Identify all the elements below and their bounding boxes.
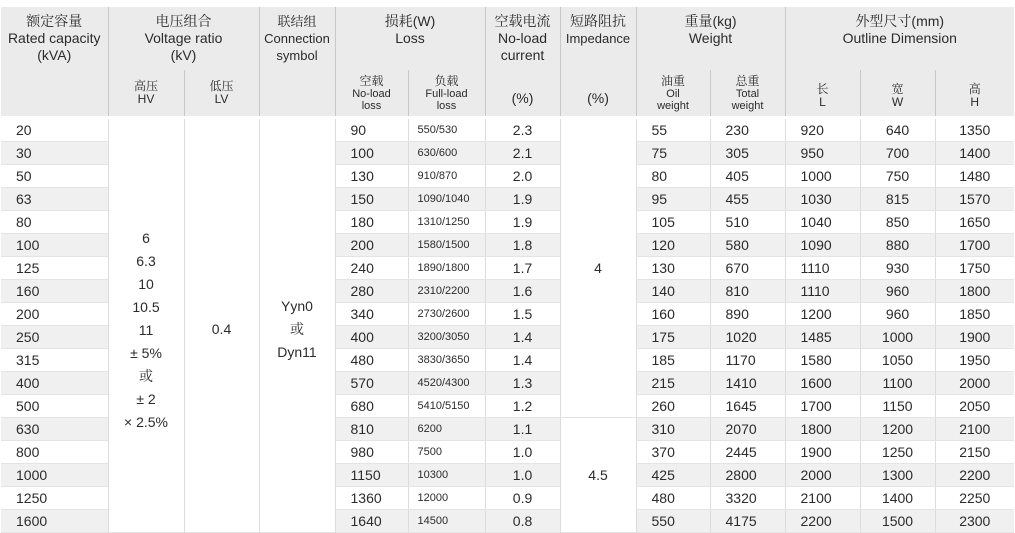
height-cell: 1950 (935, 349, 1014, 372)
table-row (1, 119, 1014, 142)
total-weight-cell: 4175 (710, 510, 785, 533)
oil-weight-cell: 370 (636, 441, 710, 464)
width-cell: 700 (860, 142, 935, 165)
noload-loss-cell: 570 (335, 372, 408, 395)
header-length: 长 L (785, 70, 860, 116)
noload-current-cell: 0.8 (485, 510, 560, 533)
oil-weight-cell: 480 (636, 487, 710, 510)
connection-cell-line: Dyn11 (277, 344, 317, 360)
noload-current-cell: 1.6 (485, 280, 560, 303)
width-cell: 1150 (860, 395, 935, 418)
length-cell: 1200 (785, 303, 860, 326)
header-oil-weight: 油重 Oil weight (636, 70, 710, 116)
fullload-loss-cell: 2730/2600 (408, 303, 485, 326)
hv-voltage-cell-line: 或 (139, 368, 153, 384)
width-cell: 1000 (860, 326, 935, 349)
capacity-cell: 250 (1, 326, 108, 349)
capacity-cell: 400 (1, 372, 108, 395)
header-noload-loss: 空载 No-load loss (335, 70, 408, 116)
noload-loss-cell: 1150 (335, 464, 408, 487)
header-impedance: 短路阻抗 Impedance (560, 7, 636, 70)
fullload-loss-cell: 12000 (408, 487, 485, 510)
oil-weight-cell: 95 (636, 188, 710, 211)
noload-loss-cell: 200 (335, 234, 408, 257)
header-width: 宽 W (860, 70, 935, 116)
noload-current-cell: 1.4 (485, 349, 560, 372)
noload-current-cell: 0.9 (485, 487, 560, 510)
total-weight-cell: 1410 (710, 372, 785, 395)
fullload-loss-cell: 7500 (408, 441, 485, 464)
noload-current-cell: 2.1 (485, 142, 560, 165)
noload-current-cell: 1.4 (485, 326, 560, 349)
width-cell: 1400 (860, 487, 935, 510)
noload-current-cell: 1.3 (485, 372, 560, 395)
width-cell: 960 (860, 280, 935, 303)
height-cell: 2050 (935, 395, 1014, 418)
oil-weight-cell: 550 (636, 510, 710, 533)
connection-cell (259, 119, 335, 533)
length-cell: 2200 (785, 510, 860, 533)
header-impedance-unit: (%) (560, 70, 636, 116)
fullload-loss-cell: 10300 (408, 464, 485, 487)
capacity-cell: 1250 (1, 487, 108, 510)
length-cell: 2100 (785, 487, 860, 510)
oil-weight-cell: 75 (636, 142, 710, 165)
height-cell: 2100 (935, 418, 1014, 441)
noload-loss-cell: 280 (335, 280, 408, 303)
capacity-cell: 100 (1, 234, 108, 257)
total-weight-cell: 510 (710, 211, 785, 234)
width-cell: 960 (860, 303, 935, 326)
header-fullload-loss: 负载 Full-load loss (408, 70, 485, 116)
noload-current-cell: 1.0 (485, 464, 560, 487)
capacity-cell: 160 (1, 280, 108, 303)
length-cell: 1580 (785, 349, 860, 372)
fullload-loss-cell: 2310/2200 (408, 280, 485, 303)
hv-voltage-cell-line: × 2.5% (124, 414, 168, 430)
connection-cell-line: 或 (290, 321, 304, 337)
capacity-cell: 63 (1, 188, 108, 211)
header-current-unit: (%) (485, 70, 560, 116)
fullload-loss-cell: 5410/5150 (408, 395, 485, 418)
width-cell: 1250 (860, 441, 935, 464)
noload-loss-cell: 340 (335, 303, 408, 326)
oil-weight-cell: 175 (636, 326, 710, 349)
table-body (1, 116, 1014, 533)
length-cell: 1485 (785, 326, 860, 349)
height-cell: 1750 (935, 257, 1014, 280)
total-weight-cell: 455 (710, 188, 785, 211)
fullload-loss-cell: 3200/3050 (408, 326, 485, 349)
header-connection-symbol: 联结组 Connection symbol (259, 7, 335, 116)
length-cell: 1040 (785, 211, 860, 234)
noload-current-cell: 1.9 (485, 211, 560, 234)
fullload-loss-cell: 1580/1500 (408, 234, 485, 257)
capacity-cell: 200 (1, 303, 108, 326)
total-weight-cell: 1020 (710, 326, 785, 349)
noload-current-cell: 1.1 (485, 418, 560, 441)
noload-current-cell: 1.2 (485, 395, 560, 418)
total-weight-cell: 890 (710, 303, 785, 326)
width-cell: 850 (860, 211, 935, 234)
fullload-loss-cell: 630/600 (408, 142, 485, 165)
fullload-loss-cell: 1310/1250 (408, 211, 485, 234)
fullload-loss-cell: 550/530 (408, 119, 485, 142)
width-cell: 750 (860, 165, 935, 188)
noload-loss-cell: 100 (335, 142, 408, 165)
length-cell: 1030 (785, 188, 860, 211)
width-cell: 1200 (860, 418, 935, 441)
noload-current-cell: 1.8 (485, 234, 560, 257)
lv-voltage-cell: 0.4 (184, 119, 259, 533)
hv-voltage-cell-line: ± 2 (136, 391, 156, 407)
header-total-weight: 总重 Total weight (710, 70, 785, 116)
header-voltage-ratio: 电压组合 Voltage ratio (kV) (108, 7, 259, 70)
fullload-loss-cell: 3830/3650 (408, 349, 485, 372)
total-weight-cell: 405 (710, 165, 785, 188)
width-cell: 1500 (860, 510, 935, 533)
oil-weight-cell: 130 (636, 257, 710, 280)
height-cell: 1700 (935, 234, 1014, 257)
oil-weight-cell: 80 (636, 165, 710, 188)
capacity-cell: 125 (1, 257, 108, 280)
height-cell: 2200 (935, 464, 1014, 487)
header-loss: 损耗(W) Loss (335, 7, 485, 70)
capacity-cell: 20 (1, 119, 108, 142)
capacity-cell: 800 (1, 441, 108, 464)
capacity-cell: 80 (1, 211, 108, 234)
fullload-loss-cell: 4520/4300 (408, 372, 485, 395)
width-cell: 1050 (860, 349, 935, 372)
noload-loss-cell: 1640 (335, 510, 408, 533)
length-cell: 1700 (785, 395, 860, 418)
connection-cell-line: Yyn0 (281, 298, 313, 314)
noload-loss-cell: 680 (335, 395, 408, 418)
header-outline-dimension: 外型尺寸(mm) Outline Dimension (785, 7, 1014, 70)
oil-weight-cell: 260 (636, 395, 710, 418)
header-hv: 高压 HV (108, 70, 184, 116)
total-weight-cell: 580 (710, 234, 785, 257)
hv-voltage-cell-line: 10 (138, 276, 154, 292)
total-weight-cell: 670 (710, 257, 785, 280)
hv-voltage-cell (108, 119, 184, 533)
noload-current-cell: 2.3 (485, 119, 560, 142)
total-weight-cell: 3320 (710, 487, 785, 510)
oil-weight-cell: 425 (636, 464, 710, 487)
length-cell: 1090 (785, 234, 860, 257)
noload-current-cell: 1.7 (485, 257, 560, 280)
noload-loss-cell: 1360 (335, 487, 408, 510)
fullload-loss-cell: 6200 (408, 418, 485, 441)
oil-weight-cell: 160 (636, 303, 710, 326)
height-cell: 1650 (935, 211, 1014, 234)
height-cell: 1350 (935, 119, 1014, 142)
capacity-cell: 50 (1, 165, 108, 188)
fullload-loss-cell: 14500 (408, 510, 485, 533)
total-weight-cell: 305 (710, 142, 785, 165)
oil-weight-cell: 55 (636, 119, 710, 142)
header-weight: 重量(kg) Weight (636, 7, 785, 70)
fullload-loss-cell: 910/870 (408, 165, 485, 188)
length-cell: 920 (785, 119, 860, 142)
noload-loss-cell: 90 (335, 119, 408, 142)
length-cell: 950 (785, 142, 860, 165)
hv-voltage-cell-line: ± 5% (130, 345, 162, 361)
width-cell: 1100 (860, 372, 935, 395)
total-weight-cell: 1645 (710, 395, 785, 418)
oil-weight-cell: 215 (636, 372, 710, 395)
height-cell: 1400 (935, 142, 1014, 165)
header-rated-capacity: 额定容量 Rated capacity (kVA) (1, 7, 108, 116)
fullload-loss-cell: 1890/1800 (408, 257, 485, 280)
hv-voltage-cell-line: 6 (142, 230, 150, 246)
height-cell: 2300 (935, 510, 1014, 533)
noload-loss-cell: 180 (335, 211, 408, 234)
oil-weight-cell: 310 (636, 418, 710, 441)
noload-loss-cell: 400 (335, 326, 408, 349)
noload-loss-cell: 150 (335, 188, 408, 211)
length-cell: 2000 (785, 464, 860, 487)
hv-voltage-cell-line: 10.5 (132, 299, 160, 315)
width-cell: 815 (860, 188, 935, 211)
fullload-loss-cell: 1090/1040 (408, 188, 485, 211)
header-height: 高 H (935, 70, 1014, 116)
total-weight-cell: 1170 (710, 349, 785, 372)
total-weight-cell: 810 (710, 280, 785, 303)
noload-current-cell: 1.9 (485, 188, 560, 211)
total-weight-cell: 2445 (710, 441, 785, 464)
noload-loss-cell: 480 (335, 349, 408, 372)
header-noload-current: 空载电流 No-load current (485, 7, 560, 70)
noload-loss-cell: 810 (335, 418, 408, 441)
capacity-cell: 630 (1, 418, 108, 441)
oil-weight-cell: 140 (636, 280, 710, 303)
oil-weight-cell: 185 (636, 349, 710, 372)
height-cell: 2250 (935, 487, 1014, 510)
transformer-spec-table (1, 7, 1014, 533)
length-cell: 1900 (785, 441, 860, 464)
length-cell: 1110 (785, 257, 860, 280)
length-cell: 1800 (785, 418, 860, 441)
impedance-cell: 4.5 (560, 418, 636, 533)
total-weight-cell: 2800 (710, 464, 785, 487)
hv-voltage-cell-line: 6.3 (136, 253, 156, 269)
length-cell: 1000 (785, 165, 860, 188)
width-cell: 1300 (860, 464, 935, 487)
length-cell: 1110 (785, 280, 860, 303)
noload-loss-cell: 130 (335, 165, 408, 188)
noload-current-cell: 1.0 (485, 441, 560, 464)
noload-current-cell: 2.0 (485, 165, 560, 188)
impedance-cell: 4 (560, 119, 636, 418)
capacity-cell: 1000 (1, 464, 108, 487)
header-lv: 低压 LV (184, 70, 259, 116)
noload-current-cell: 1.5 (485, 303, 560, 326)
height-cell: 1800 (935, 280, 1014, 303)
length-cell: 1600 (785, 372, 860, 395)
capacity-cell: 315 (1, 349, 108, 372)
height-cell: 2000 (935, 372, 1014, 395)
capacity-cell: 30 (1, 142, 108, 165)
capacity-cell: 500 (1, 395, 108, 418)
noload-loss-cell: 980 (335, 441, 408, 464)
total-weight-cell: 230 (710, 119, 785, 142)
height-cell: 1850 (935, 303, 1014, 326)
total-weight-cell: 2070 (710, 418, 785, 441)
oil-weight-cell: 105 (636, 211, 710, 234)
height-cell: 2150 (935, 441, 1014, 464)
capacity-cell: 1600 (1, 510, 108, 533)
width-cell: 640 (860, 119, 935, 142)
noload-loss-cell: 240 (335, 257, 408, 280)
height-cell: 1900 (935, 326, 1014, 349)
width-cell: 880 (860, 234, 935, 257)
width-cell: 930 (860, 257, 935, 280)
height-cell: 1480 (935, 165, 1014, 188)
hv-voltage-cell-line: 11 (138, 322, 154, 338)
oil-weight-cell: 120 (636, 234, 710, 257)
height-cell: 1570 (935, 188, 1014, 211)
